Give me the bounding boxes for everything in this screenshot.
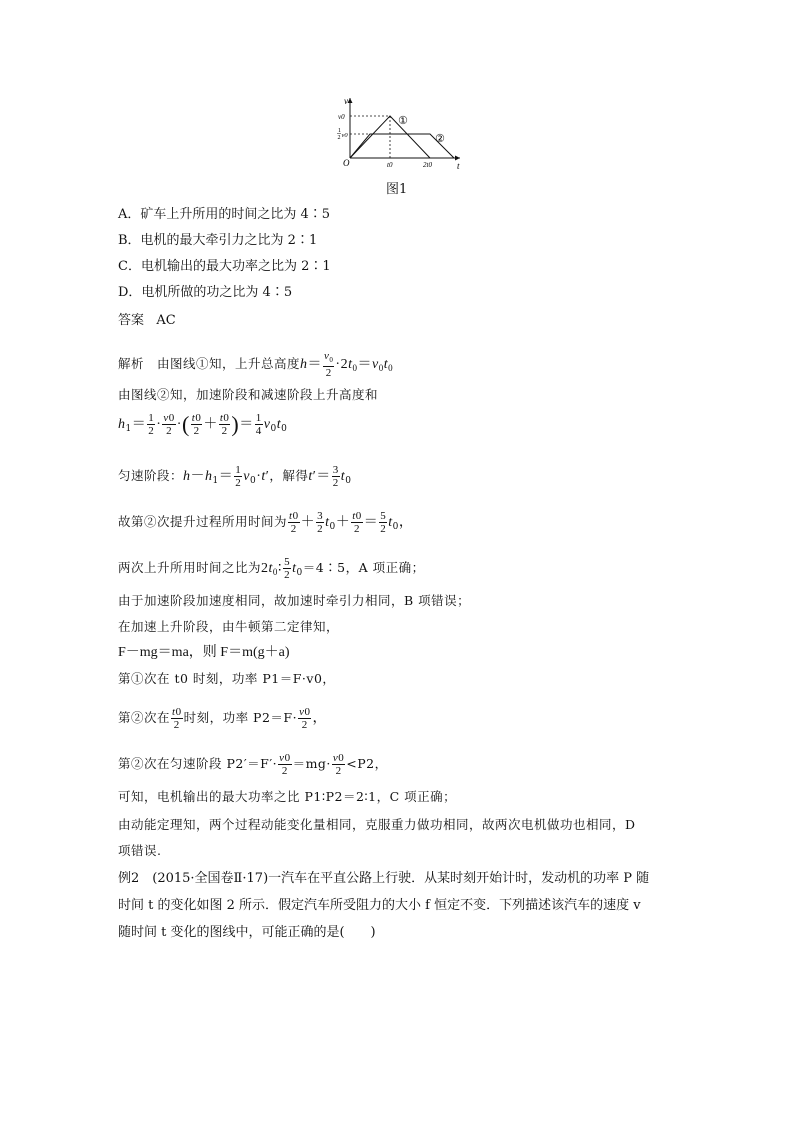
analysis-line-10: 第①次在 t0 时刻，功率 P1＝F·v0，	[118, 671, 336, 686]
curve-2-label: ②	[435, 132, 445, 145]
answer-line	[118, 312, 176, 330]
option-c: C．电机输出的最大功率之比为 2∶1	[118, 259, 331, 274]
figure-1-vt-graph	[330, 94, 470, 170]
second-at-label: 第②次在	[118, 710, 171, 725]
answer-value: AC	[156, 313, 176, 328]
ratio-result: ＝4∶5，A 项正确；	[302, 560, 425, 575]
analysis-line-6: 两次上升所用时间之比为$2t_0∶$ $\frac{5}{2}$ $t_0=4∶5$，A 项正确；	[118, 556, 425, 581]
v0-label: v0	[338, 113, 345, 121]
t-axis-label: t	[457, 161, 460, 170]
half-v0-label: v0	[341, 132, 348, 139]
ratio-label: 两次上升所用时间之比为	[118, 560, 262, 575]
power-p2-label: 时刻，功率 P2＝F·	[183, 710, 298, 725]
t-axis-arrow	[455, 156, 460, 161]
analysis-line-5: 故第②次提升过程所用时间为 $\frac{t0}{2}$ ＋ $\frac{3}{2}$ $t_0+$ $\frac{t0}{2}$ ＝ $\frac{5}{2}$ $t_0$，	[118, 510, 414, 535]
analysis-line-4: 匀速阶段：$h-h_1=$ $\frac{1}{2}$ $v_0\cdot t'$，解得t′＝ $\frac{3}{2}$ $t_0$	[118, 464, 352, 489]
second-lift-label: 故第②次提升过程所用时间为	[118, 514, 288, 529]
analysis-line-1: 解析 由图线①知，上升总高度h＝ $\frac{v_0}{2}$ $\cdot 2t_0=v_0t_0$	[118, 350, 394, 380]
example2-line-2: 时间 t 的变化如图 2 所示．假定汽车所受阻力的大小 f 恒定不变．下列描述该汽车的速度 v	[118, 898, 641, 913]
curve-1-label: ①	[398, 114, 408, 127]
analysis-line-11: 第②次在 $\frac{t0}{2}$ 时刻，功率 P2＝F· $\frac{v0}{2}$ ，	[118, 706, 327, 731]
mg-label: ＝mg·	[292, 756, 331, 771]
half-den: 2	[337, 135, 341, 141]
option-b: B．电机的最大牵引力之比为 2∶1	[118, 233, 318, 248]
uniform-stage-label: 匀速阶段：	[118, 468, 184, 483]
answer-label: 答案	[118, 313, 145, 328]
half-num: 1	[338, 128, 341, 134]
t0-tick-label: t0	[387, 161, 393, 169]
uniform-power-label: 第②次在匀速阶段 P2′＝F′·	[118, 756, 278, 771]
analysis-intro: 解析 由图线①知，上升总高度	[118, 356, 301, 372]
solve-label: ，解得	[269, 468, 309, 483]
2t0-tick-label: 2t0	[423, 161, 432, 169]
analysis-line-13: 可知，电机输出的最大功率之比 P1∶P2＝2∶1，C 项正确；	[118, 789, 457, 804]
analysis-line-7: 由于加速阶段加速度相同，故加速时牵引力相同，B 项错误；	[118, 593, 471, 608]
analysis-line-8: 在加速上升阶段，由牛顿第二定律知，	[118, 619, 340, 634]
option-d: D．电机所做的功之比为 4∶5	[118, 285, 293, 300]
example2-line-3: 随时间 t 变化的图线中，可能正确的是( )	[118, 925, 376, 940]
analysis-line-2: 由图线②知，加速阶段和减速阶段上升高度和	[118, 387, 379, 402]
analysis-line-9: F－mg＝ma，则 F＝m(g＋a)	[118, 645, 290, 660]
less-than-p2: <P2，	[346, 756, 388, 771]
analysis-line-15: 项错误.	[118, 843, 162, 858]
analysis-line-12: 第②次在匀速阶段 P2′＝F′· $\frac{v0}{2}$ ＝mg· $\frac{v0}{2}$ <P2，	[118, 752, 388, 777]
option-a: A．矿车上升所用的时间之比为 4∶5	[118, 207, 331, 222]
v-axis-label: v	[344, 96, 348, 106]
v-axis-arrow	[348, 98, 353, 103]
analysis-line-3: $h_1=$ $\frac{1}{2}$ · $\frac{v0}{2}$ ·( $\frac{t0}{2}$ ＋ $\frac{t0}{2}$ )＝ $\frac{1}{4}$ $v_0t_0$	[118, 411, 288, 437]
origin-label: O	[343, 158, 350, 168]
figure-caption: 图1	[386, 182, 408, 197]
example2-line-1: 例2 (2015·全国卷Ⅱ·17)一汽车在平直公路上行驶．从某时刻开始计时，发动机的功率 P 随	[118, 871, 650, 886]
analysis-line-14: 由动能定理知，两个过程动能变化量相同，克服重力做功相同，故两次电机做功也相同，D	[118, 817, 636, 832]
